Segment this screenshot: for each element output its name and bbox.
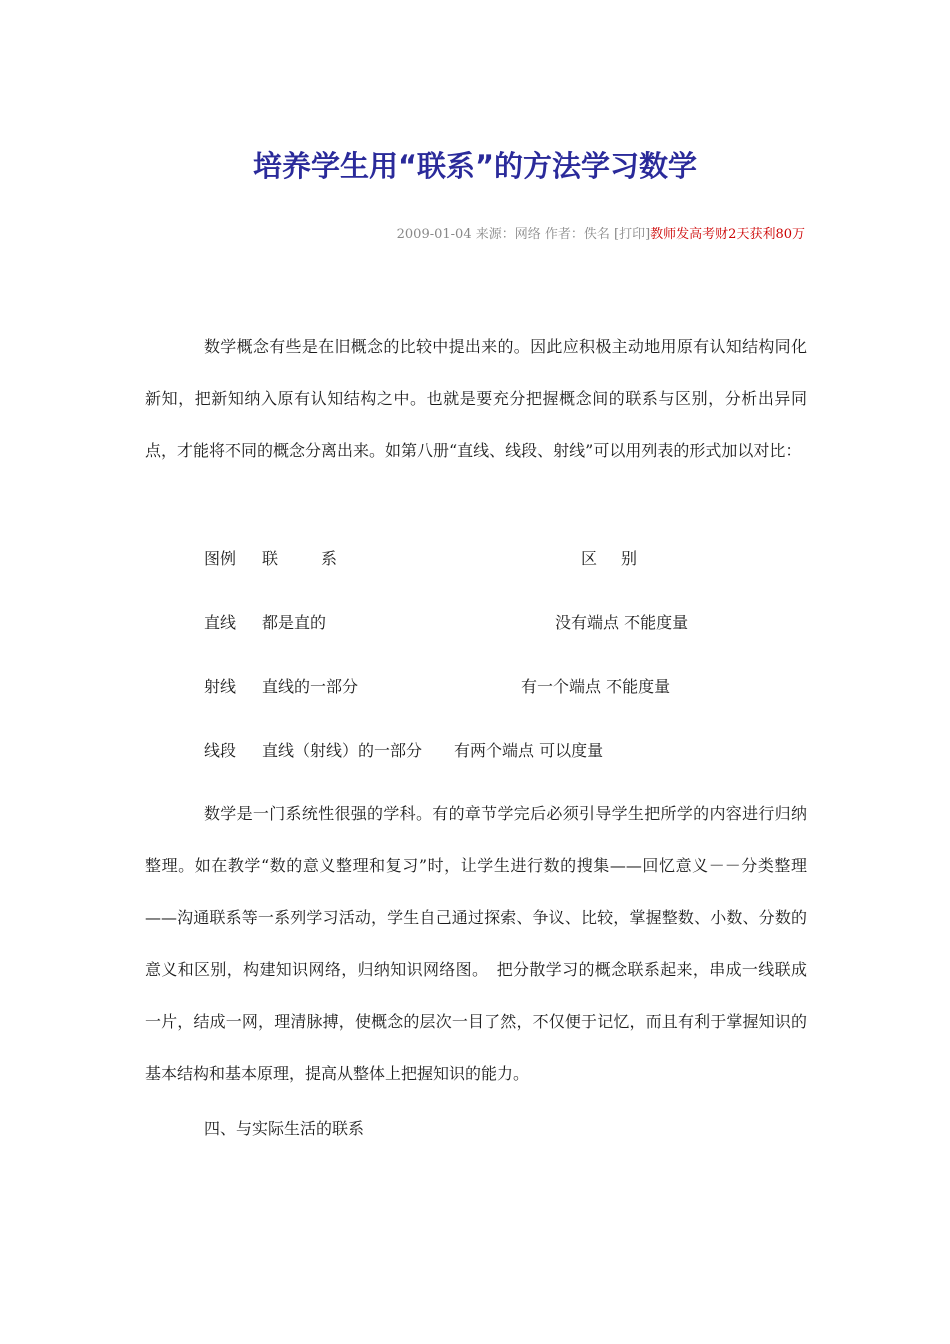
row-difference: 有一个端点 不能度量 <box>521 677 671 696</box>
header-difference-1: 区 <box>581 549 598 568</box>
header-legend: 图例 <box>204 549 237 568</box>
article-meta <box>397 225 805 245</box>
row-difference: 有两个端点 可以度量 <box>454 741 604 760</box>
row-relation: 直线的一部分 <box>262 677 359 696</box>
publish-date: 2009-01-04 <box>396 227 476 242</box>
print-link[interactable]: [打印] <box>614 227 651 242</box>
section-heading: 四、与实际生活的联系 <box>204 1119 365 1138</box>
row-name: 射线 <box>204 677 237 696</box>
row-relation: 直线（射线）的一部分 <box>262 741 423 760</box>
ad-link[interactable]: 教师发高考财2天获利80万 <box>650 227 805 242</box>
row-name: 直线 <box>204 613 237 632</box>
article-title: 培养学生用“联系”的方法学习数学 <box>252 149 698 183</box>
paragraph-2: 数学是一门系统性很强的学科。有的章节学完后必须引导学生把所学的内容进行归纳整理。如在教学“数的意义整理和复习”时，让学生进行数的搜集——回忆意义－－分类整理——沟通联系等一系列学习活动，学生自己通过探索、争议、比较，掌握整数、小数、分数的意义和区别，构建知识网络，归纳知识网络图。 把分散学习的概念联系起来，串成一线联成一片，结成一网，理清脉搏，使概念的层次一目了然，不仅便于记忆，而且有利于掌握知识的基本结构和基本原理，提高从整体上把握知识的能力。 <box>145 804 807 1083</box>
author-label: 作者：佚名 <box>544 227 615 242</box>
header-relation-2: 系 <box>321 549 338 568</box>
header-difference-2: 别 <box>621 549 638 568</box>
paragraph-1: 数学概念有些是在旧概念的比较中提出来的。因此应积极主动地用原有认知结构同化新知，把新知纳入原有认知结构之中。也就是要充分把握概念间的联系与区别，分析出异同点，才能将不同的概念分离出来。如第八册“直线、线段、射线”可以用列表的形式加以对比： <box>145 337 807 460</box>
header-relation-1: 联 <box>262 549 279 568</box>
row-relation: 都是直的 <box>262 613 327 632</box>
row-difference: 没有端点 不能度量 <box>555 613 689 632</box>
source-label: 来源：网络 <box>475 227 545 242</box>
row-name: 线段 <box>204 741 237 760</box>
